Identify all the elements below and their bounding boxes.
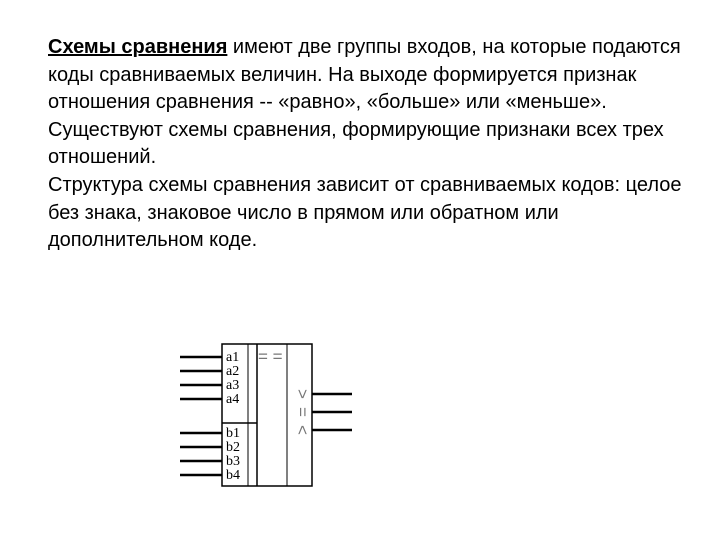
output-equal-label: = — [293, 407, 312, 417]
output-wires — [312, 394, 352, 430]
term-comparators: Схемы сравнения — [48, 36, 228, 58]
paragraph-structure: Структура схемы сравнения зависит от сравниваемых кодов: целое без знака, знаковое число в прямом или обратном или дополнительном коде. — [48, 173, 682, 252]
block-symbol: = = — [258, 347, 283, 366]
pin-b4: b4 — [226, 468, 240, 483]
paragraph-definition-text: имеют две группы входов, на которые подаются коды сравниваемых величин. На выходе формируется признак отношения сравнения -- «равно», «больше» или «меньше». — [48, 36, 681, 114]
pin-b1: b1 — [226, 426, 240, 441]
paragraph-all-relations: Существуют схемы сравнения, формирующие признаки всех трех отношений. — [48, 118, 664, 169]
output-greater-label: > — [293, 389, 312, 399]
pin-b2: b2 — [226, 440, 240, 455]
pin-a1: a1 — [226, 350, 240, 365]
pin-a4: a4 — [226, 392, 240, 407]
pin-b3: b3 — [226, 454, 240, 469]
pin-a2: a2 — [226, 364, 240, 379]
pin-a3: a3 — [226, 378, 240, 393]
input-wires-a — [180, 357, 222, 399]
output-less-label: < — [293, 425, 312, 435]
input-wires-b — [180, 433, 222, 475]
